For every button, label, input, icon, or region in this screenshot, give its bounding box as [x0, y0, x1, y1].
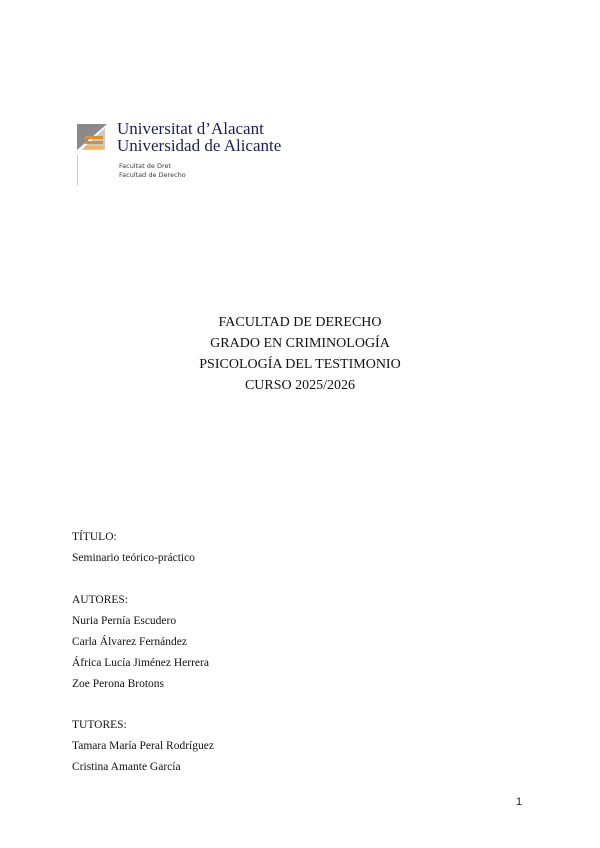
author-name: Carla Álvarez Fernández — [72, 636, 187, 648]
university-logo — [75, 117, 285, 187]
author-name: Nuria Pernía Escudero — [72, 615, 177, 627]
cover-heading — [0, 312, 600, 396]
title-value: Seminario teórico-práctico — [72, 552, 195, 564]
tutors-label: TUTORES: — [72, 719, 127, 731]
tutor-name: Tamara María Peral Rodríguez — [72, 740, 214, 752]
author-name: Zoe Perona Brotons — [72, 678, 164, 690]
logo-name-valencian: Universitat d’Alacant — [117, 119, 264, 138]
logo-name-spanish: Universidad de Alicante — [117, 136, 282, 155]
logo-faculty-spanish: Facultad de Derecho — [119, 171, 186, 179]
logo-divider — [77, 155, 78, 185]
title-label: TÍTULO: — [72, 531, 117, 543]
heading-faculty: FACULTAD DE DERECHO — [218, 315, 382, 330]
tutor-name: Cristina Amante García — [72, 761, 181, 773]
logo-faculty-valencian: Facultat de Dret — [119, 162, 172, 170]
authors-label: AUTORES: — [72, 594, 129, 606]
page-number: 1 — [516, 796, 523, 808]
author-name: África Lucía Jiménez Herrera — [72, 657, 209, 669]
heading-course: CURSO 2025/2026 — [244, 378, 356, 393]
heading-subject: PSICOLOGÍA DEL TESTIMONIO — [199, 357, 401, 372]
heading-degree: GRADO EN CRIMINOLOGÍA — [210, 336, 390, 351]
university-emblem-icon — [75, 120, 109, 154]
